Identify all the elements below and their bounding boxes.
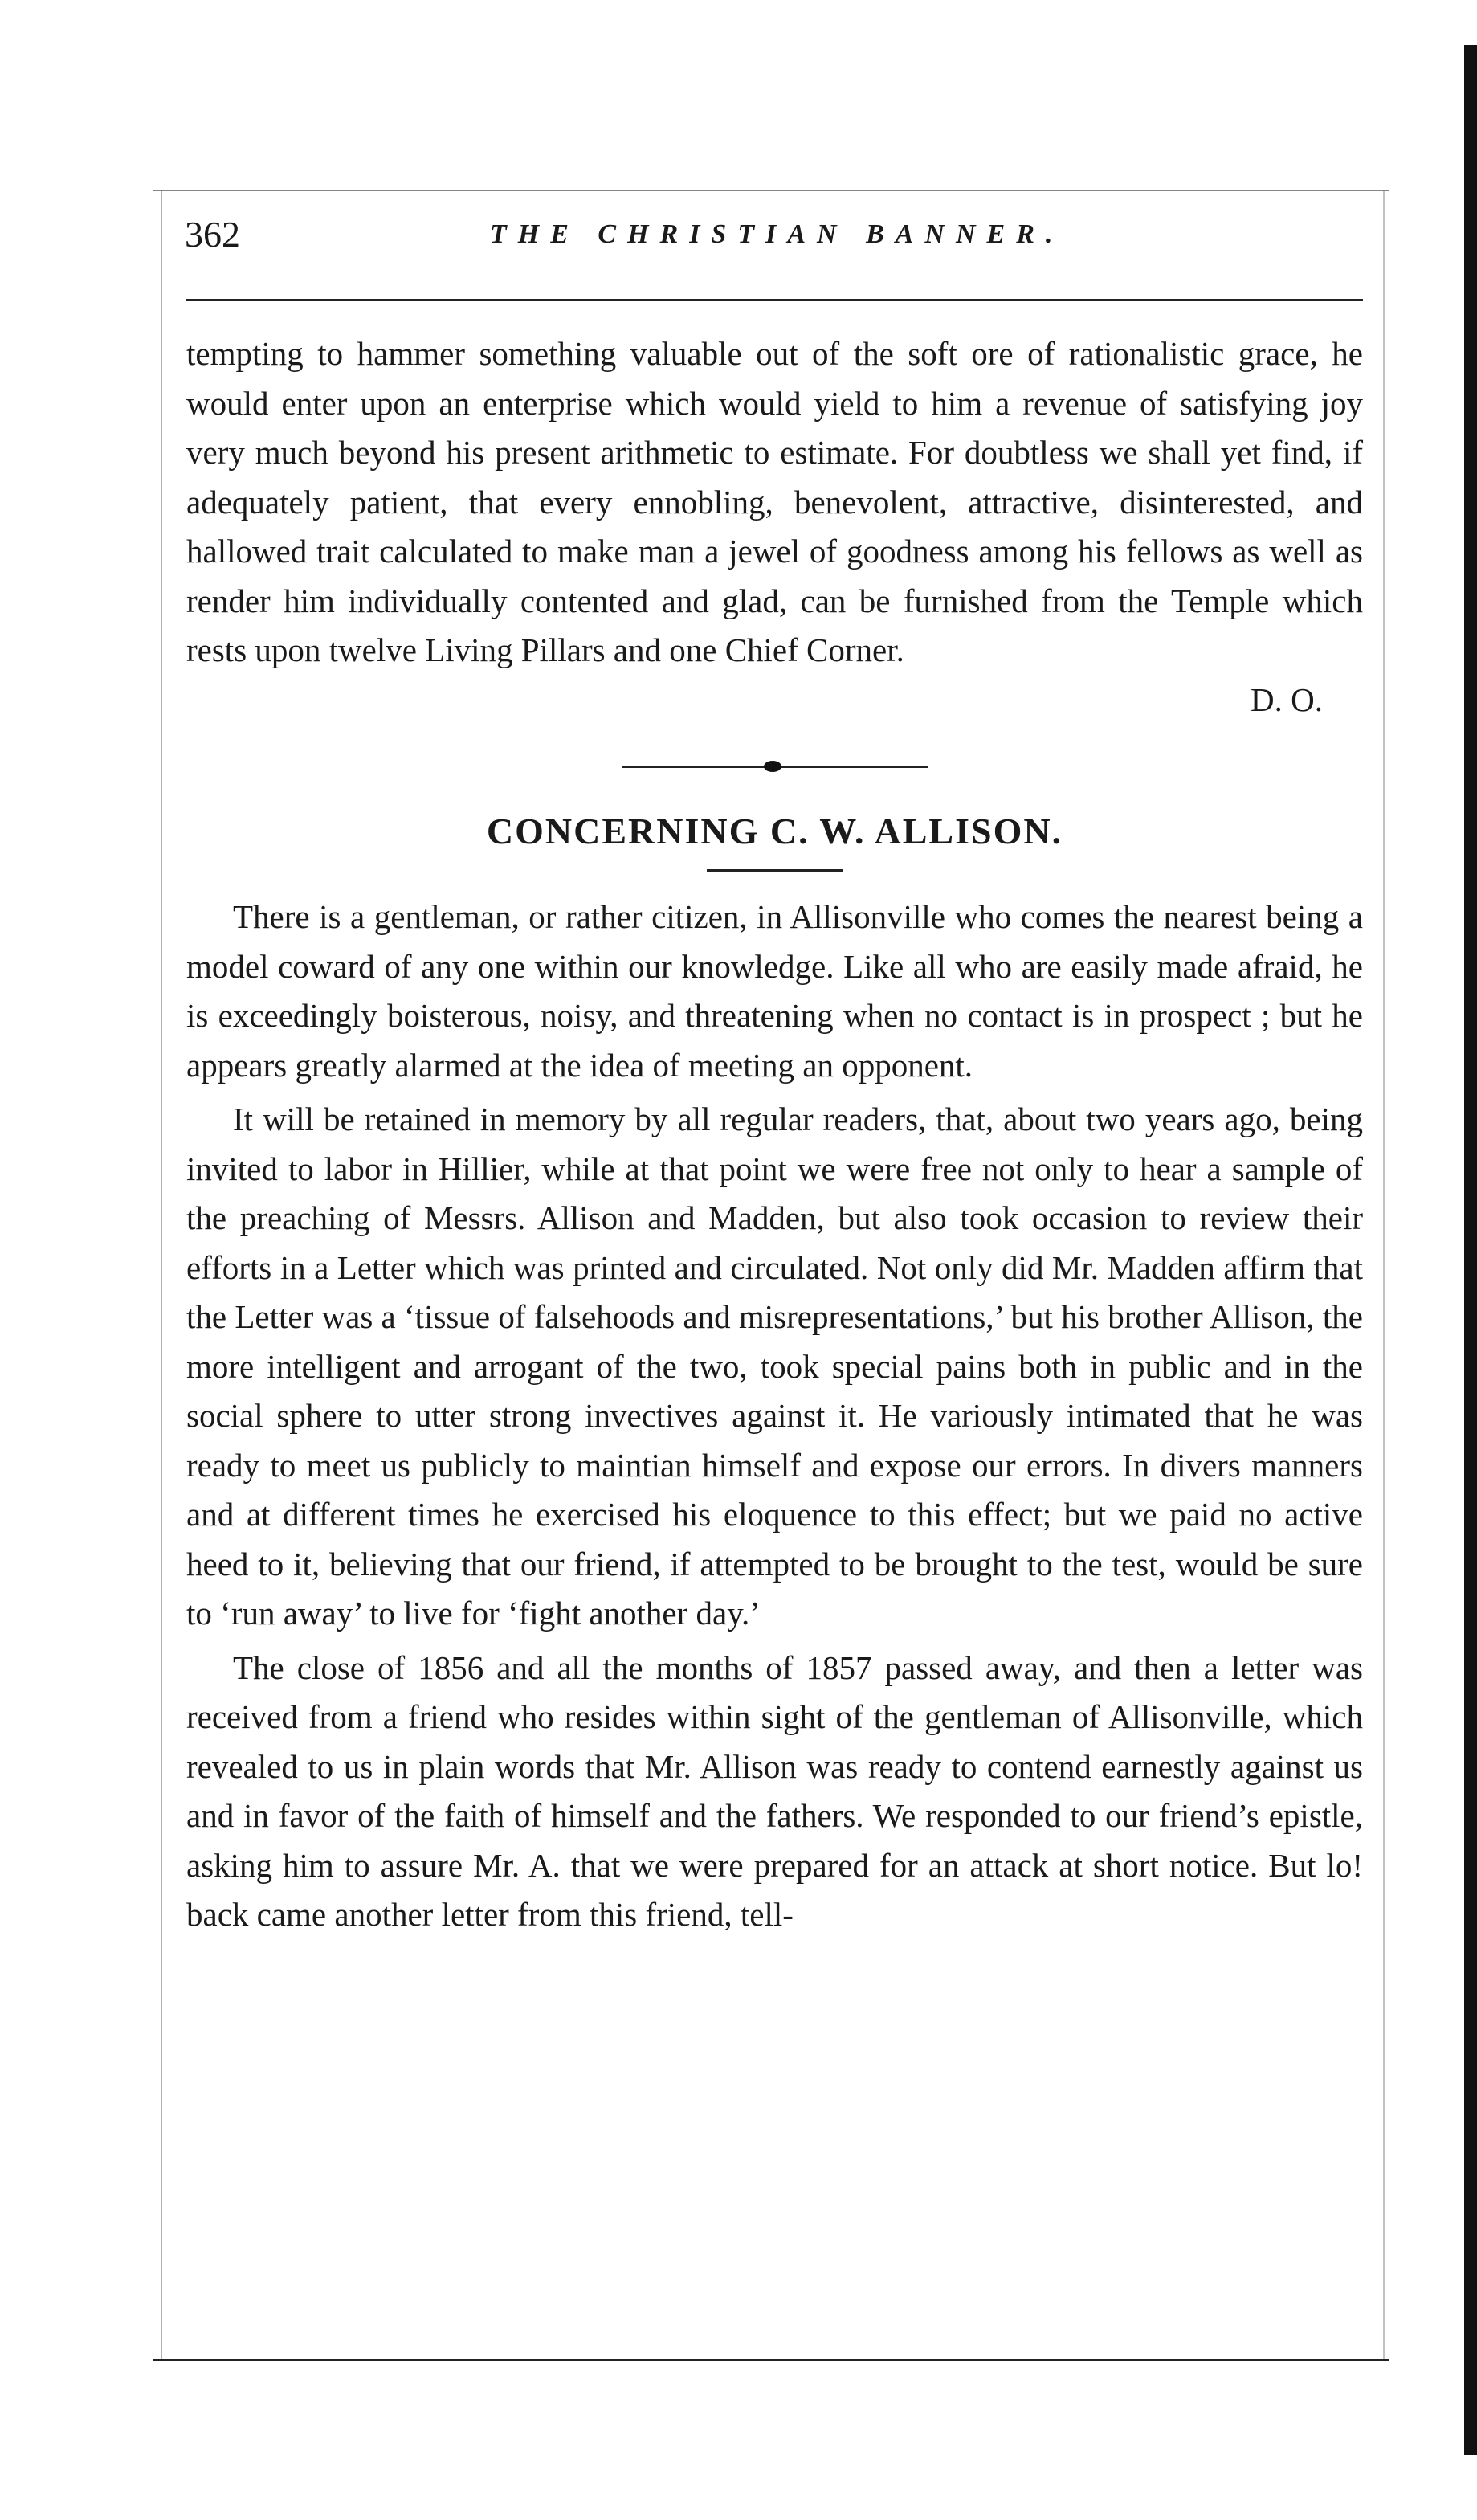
article-title: CONCERNING C. W. ALLISON.	[486, 811, 1063, 852]
page-border-top	[153, 190, 1389, 191]
page-number: 362	[185, 214, 240, 255]
page-border-bottom	[153, 2359, 1389, 2361]
previous-article-text: tempting to hammer something valuable out of the soft ore of rationalistic grace, he would enter upon an enterprise which would yield to him a revenue of satisfying joy very much beyond his present arithmetic to estimate. For doubtless we shall yet find, if adequately patient, that every ennobling, benevolent, attractive, disinterested, and hallowed trait calculated to make man a jewel of goodness among his fellows as well as render him individually contented and glad, can be furnished from the Temple which rests upon twelve Living Pillars and one Chief Corner.	[186, 335, 1363, 668]
page-border-left	[161, 190, 162, 2359]
header-rule	[186, 299, 1363, 301]
page-body	[186, 329, 1363, 1940]
article-paragraph: The close of 1856 and all the months of 1857 passed away, and then a letter was received from a friend who resides within sight of the gentleman of Allisonville, which revealed to us in plain words that Mr. Allison was ready to contend earnestly against us and in favor of the faith of himself and the fathers. We responded to our friend’s epistle, asking him to assure Mr. A. that we were prepared for an attack at short notice. But lo! back came another letter from this friend, tell-	[186, 1648, 1363, 1933]
article-paragraph: There is a gentleman, or rather citizen, in Allisonville who comes the nearest being a model coward of any one within our knowledge. Like all who are easily made afraid, he is exceedingly boisterous, noisy, and threatening when no contact is in prospect ; but he appears greatly alarmed at the idea of meeting an opponent.	[186, 898, 1363, 1084]
running-header	[185, 210, 1365, 259]
article-paragraph: It will be retained in memory by all regular readers, that, about two years ago, being invited to labor in Hillier, while at that point we were free not only to hear a sample of the preaching of Messrs. Allison and Madden, but also took occasion to review their efforts in a Letter which was printed and circulated. Not only did Mr. Madden affirm that the Letter was a ‘tissue of falsehoods and misrepresentations,’ but his brother Allison, the more intelligent and arrogant of the two, took special pains both in public and in the social sphere to utter strong invectives against it. He variously intimated that he was ready to meet us publicly to maintian himself and expose our errors. In divers manners and at different times he exercised his eloquence to this effect; but we paid no active heed to it, believing that our friend, if attempted to be brought to the test, would be sure to ‘run away’ to live for ‘fight another day.’	[186, 1101, 1363, 1632]
author-signature: D. O.	[1251, 680, 1323, 718]
scan-edge-shadow	[1464, 45, 1477, 2455]
title-rule	[707, 869, 843, 872]
page-border-right	[1383, 190, 1385, 2359]
section-separator	[622, 758, 928, 774]
separator-ornament	[764, 761, 781, 772]
running-title: THE CHRISTIAN BANNER.	[490, 219, 1064, 249]
